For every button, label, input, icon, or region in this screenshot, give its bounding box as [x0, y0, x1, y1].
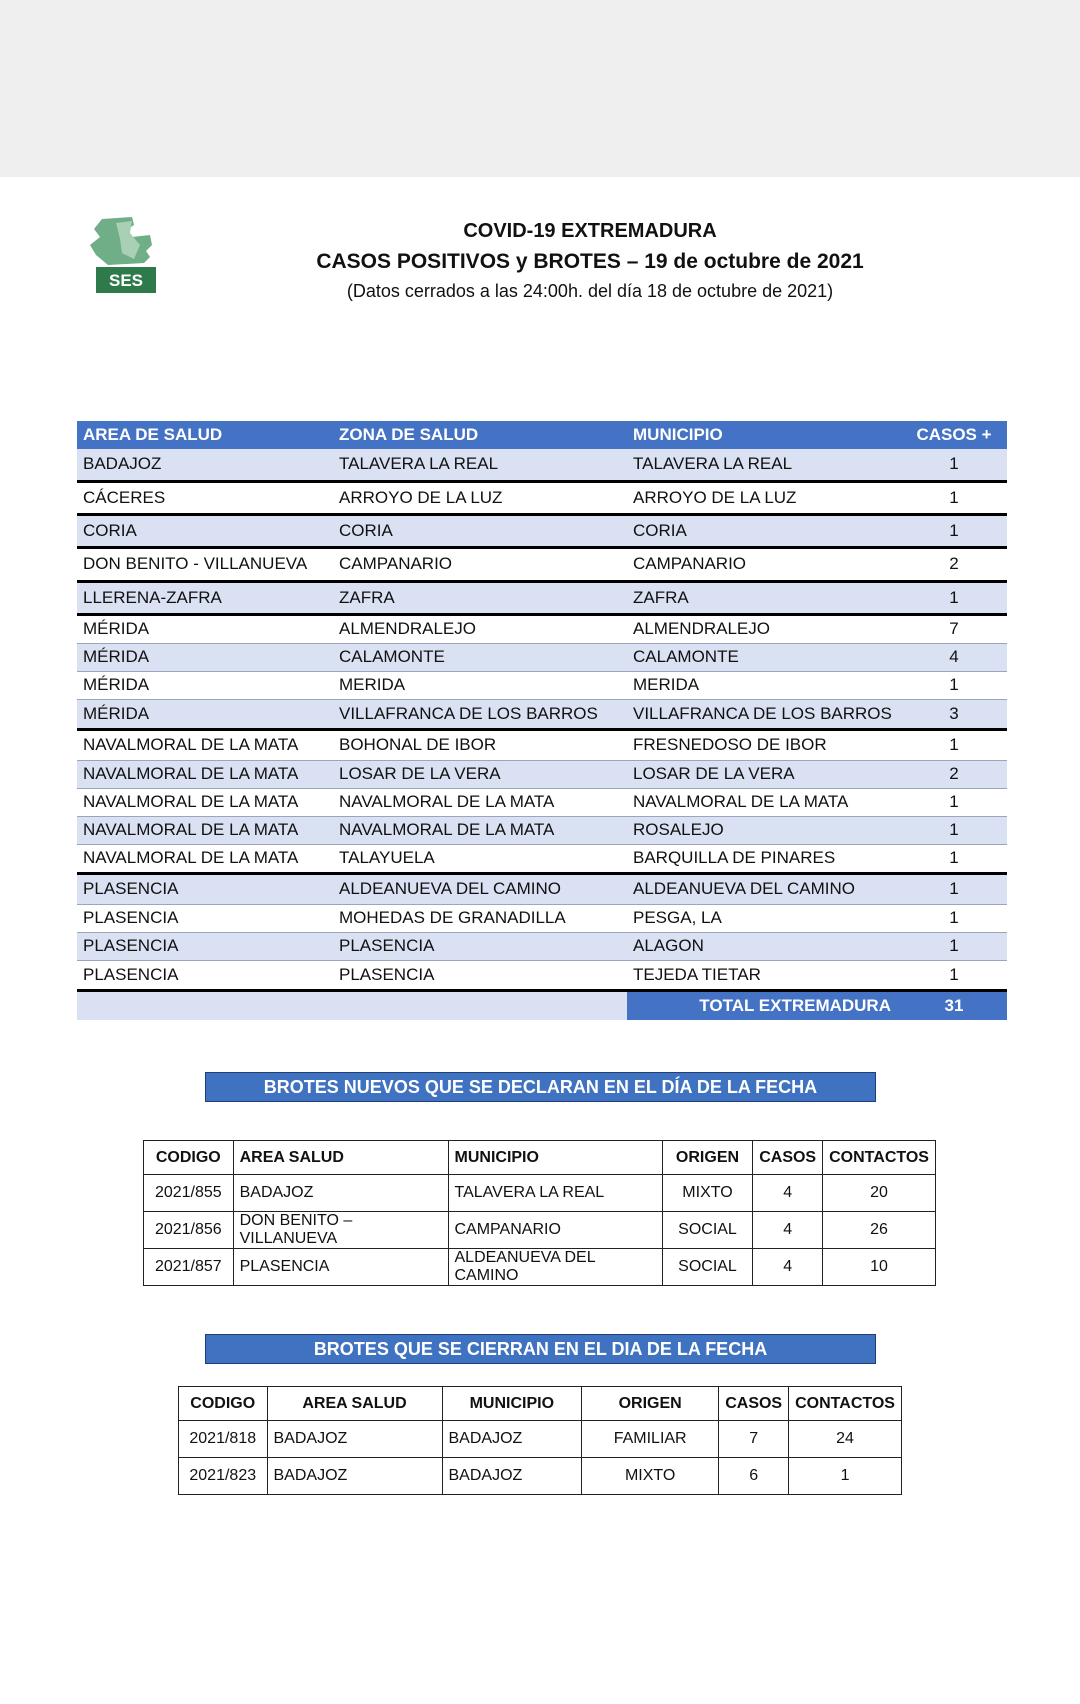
- cell-municipio: LOSAR DE LA VERA: [627, 760, 901, 788]
- table-row: [77, 844, 1007, 873]
- table-row: [77, 481, 1007, 514]
- cell-zona: CAMPANARIO: [333, 547, 627, 581]
- col-codigo: CODIGO: [179, 1387, 268, 1421]
- cell-area: BADAJOZ: [77, 449, 333, 481]
- cell-codigo: 2021/857: [144, 1249, 234, 1286]
- cell-municipio: CORIA: [627, 514, 901, 547]
- col-origen: ORIGEN: [662, 1141, 752, 1175]
- table-row: [77, 816, 1007, 844]
- cell-origen: FAMILIAR: [582, 1421, 719, 1458]
- cell-municipio: FRESNEDOSO DE IBOR: [627, 729, 901, 760]
- page-title: COVID-19 EXTREMADURA: [463, 220, 717, 242]
- cell-area: NAVALMORAL DE LA MATA: [77, 760, 333, 788]
- cell-municipio: ALAGON: [627, 932, 901, 960]
- table-row: [77, 873, 1007, 904]
- cell-municipio: BARQUILLA DE PINARES: [627, 844, 901, 873]
- cell-zona: ALDEANUEVA DEL CAMINO: [333, 873, 627, 904]
- data-note: (Datos cerrados a las 24:00h. del día 18 de octubre de 2021): [346, 281, 834, 301]
- cell-casos: 1: [901, 481, 1007, 514]
- brotes-cerrados-title: BROTES QUE SE CIERRAN EN EL DIA DE LA FECHA: [205, 1334, 876, 1364]
- cell-zona: ZAFRA: [333, 581, 627, 614]
- col-contactos: CONTACTOS: [789, 1387, 902, 1421]
- cell-municipio: ALMENDRALEJO: [627, 614, 901, 643]
- cell-zona: ALMENDRALEJO: [333, 614, 627, 643]
- cell-casos: 1: [901, 932, 1007, 960]
- cell-zona: CALAMONTE: [333, 643, 627, 671]
- cell-area: NAVALMORAL DE LA MATA: [77, 816, 333, 844]
- casos-header-row: [77, 421, 1007, 449]
- cell-casos: 1: [901, 581, 1007, 614]
- cell-area: PLASENCIA: [77, 873, 333, 904]
- table-row: [77, 643, 1007, 671]
- table-row: [77, 932, 1007, 960]
- cell-area: PLASENCIA: [233, 1249, 448, 1286]
- cell-contactos: 26: [823, 1212, 936, 1249]
- table-row: [77, 547, 1007, 581]
- cell-municipio: TALAVERA LA REAL: [627, 449, 901, 481]
- brotes-nuevos-header: [144, 1141, 936, 1175]
- cell-zona: BOHONAL DE IBOR: [333, 729, 627, 760]
- col-area: AREA SALUD: [267, 1387, 442, 1421]
- cell-casos: 1: [901, 904, 1007, 932]
- cell-casos: 1: [901, 729, 1007, 760]
- total-value: 31: [901, 990, 1007, 1020]
- brotes-nuevos-title: BROTES NUEVOS QUE SE DECLARAN EN EL DÍA DE LA FECHA: [205, 1072, 876, 1102]
- col-casos: CASOS: [719, 1387, 789, 1421]
- table-row: [77, 729, 1007, 760]
- cell-municipio: ZAFRA: [627, 581, 901, 614]
- cell-municipio: ARROYO DE LA LUZ: [627, 481, 901, 514]
- cell-municipio: VILLAFRANCA DE LOS BARROS: [627, 699, 901, 729]
- cell-municipio: CALAMONTE: [627, 643, 901, 671]
- cell-casos: 1: [901, 844, 1007, 873]
- cell-zona: TALAYUELA: [333, 844, 627, 873]
- cell-area: LLERENA-ZAFRA: [77, 581, 333, 614]
- total-label: TOTAL EXTREMADURA: [627, 990, 901, 1020]
- table-row: [77, 904, 1007, 932]
- table-row: [179, 1458, 902, 1495]
- col-casos: CASOS +: [901, 421, 1007, 449]
- cell-zona: NAVALMORAL DE LA MATA: [333, 816, 627, 844]
- logo-text: SES: [108, 271, 144, 290]
- table-row: [77, 449, 1007, 481]
- table-row: [77, 581, 1007, 614]
- cell-zona: VILLAFRANCA DE LOS BARROS: [333, 699, 627, 729]
- cell-casos: 1: [901, 514, 1007, 547]
- cell-zona: CORIA: [333, 514, 627, 547]
- col-zona: ZONA DE SALUD: [333, 421, 627, 449]
- cell-origen: MIXTO: [582, 1458, 719, 1495]
- top-gray-bar: [0, 0, 1080, 177]
- total-blank: [333, 990, 627, 1020]
- cell-area: PLASENCIA: [77, 960, 333, 990]
- cell-codigo: 2021/856: [144, 1212, 234, 1249]
- cell-origen: SOCIAL: [662, 1249, 752, 1286]
- cell-area: MÉRIDA: [77, 643, 333, 671]
- cell-area: DON BENITO - VILLANUEVA: [77, 547, 333, 581]
- cell-contactos: 1: [789, 1458, 902, 1495]
- cell-casos: 7: [719, 1421, 789, 1458]
- total-blank: [77, 990, 333, 1020]
- col-contactos: CONTACTOS: [823, 1141, 936, 1175]
- cell-municipio: ALDEANUEVA DEL CAMINO: [627, 873, 901, 904]
- cell-casos: 4: [753, 1249, 823, 1286]
- cell-zona: TALAVERA LA REAL: [333, 449, 627, 481]
- cell-contactos: 10: [823, 1249, 936, 1286]
- cell-casos: 1: [901, 671, 1007, 699]
- cell-area: CÁCERES: [77, 481, 333, 514]
- cell-area: NAVALMORAL DE LA MATA: [77, 844, 333, 873]
- cell-municipio: TEJEDA TIETAR: [627, 960, 901, 990]
- cell-casos: 2: [901, 760, 1007, 788]
- page-subtitle: CASOS POSITIVOS y BROTES – 19 de octubre de 2021: [316, 250, 864, 273]
- cell-municipio: BADAJOZ: [442, 1458, 582, 1495]
- cell-zona: PLASENCIA: [333, 960, 627, 990]
- cell-casos: 1: [901, 788, 1007, 816]
- cell-zona: LOSAR DE LA VERA: [333, 760, 627, 788]
- cell-casos: 4: [901, 643, 1007, 671]
- cell-casos: 3: [901, 699, 1007, 729]
- cell-zona: NAVALMORAL DE LA MATA: [333, 788, 627, 816]
- cell-zona: MOHEDAS DE GRANADILLA: [333, 904, 627, 932]
- cell-municipio: ALDEANUEVA DEL CAMINO: [448, 1249, 662, 1286]
- cell-area: BADAJOZ: [267, 1458, 442, 1495]
- cell-municipio: MERIDA: [627, 671, 901, 699]
- col-codigo: CODIGO: [144, 1141, 234, 1175]
- cell-origen: MIXTO: [662, 1175, 752, 1212]
- table-row: [144, 1175, 936, 1212]
- table-row: [77, 614, 1007, 643]
- cell-municipio: ROSALEJO: [627, 816, 901, 844]
- cell-codigo: 2021/823: [179, 1458, 268, 1495]
- cell-casos: 1: [901, 873, 1007, 904]
- casos-table: [77, 421, 1007, 1020]
- table-row: [77, 788, 1007, 816]
- table-row: [77, 671, 1007, 699]
- cell-area: BADAJOZ: [233, 1175, 448, 1212]
- cell-casos: 4: [753, 1175, 823, 1212]
- cell-casos: 4: [753, 1212, 823, 1249]
- table-row: [144, 1249, 936, 1286]
- ses-logo: [88, 215, 164, 297]
- cell-area: PLASENCIA: [77, 932, 333, 960]
- cell-casos: 1: [901, 960, 1007, 990]
- cell-area: NAVALMORAL DE LA MATA: [77, 788, 333, 816]
- cell-zona: MERIDA: [333, 671, 627, 699]
- cell-area: CORIA: [77, 514, 333, 547]
- col-municipio: MUNICIPIO: [448, 1141, 662, 1175]
- col-origen: ORIGEN: [582, 1387, 719, 1421]
- table-row: [77, 699, 1007, 729]
- cell-area: NAVALMORAL DE LA MATA: [77, 729, 333, 760]
- cell-area: PLASENCIA: [77, 904, 333, 932]
- table-row: [77, 960, 1007, 990]
- cell-area: DON BENITO – VILLANUEVA: [233, 1212, 448, 1249]
- cell-casos: 7: [901, 614, 1007, 643]
- cell-contactos: 24: [789, 1421, 902, 1458]
- cell-zona: ARROYO DE LA LUZ: [333, 481, 627, 514]
- col-area: AREA DE SALUD: [77, 421, 333, 449]
- cell-area: MÉRIDA: [77, 671, 333, 699]
- cell-zona: PLASENCIA: [333, 932, 627, 960]
- cell-casos: 2: [901, 547, 1007, 581]
- cell-municipio: CAMPANARIO: [627, 547, 901, 581]
- cell-municipio: TALAVERA LA REAL: [448, 1175, 662, 1212]
- brotes-cerrados-header: [179, 1387, 902, 1421]
- cell-casos: 6: [719, 1458, 789, 1495]
- brotes-nuevos-table: [143, 1140, 936, 1286]
- col-municipio: MUNICIPIO: [442, 1387, 582, 1421]
- cell-area: BADAJOZ: [267, 1421, 442, 1458]
- col-area: AREA SALUD: [233, 1141, 448, 1175]
- cell-municipio: BADAJOZ: [442, 1421, 582, 1458]
- cell-municipio: NAVALMORAL DE LA MATA: [627, 788, 901, 816]
- cell-area: MÉRIDA: [77, 699, 333, 729]
- table-row: [144, 1212, 936, 1249]
- table-row: [77, 514, 1007, 547]
- cell-contactos: 20: [823, 1175, 936, 1212]
- cell-codigo: 2021/855: [144, 1175, 234, 1212]
- table-row: [77, 760, 1007, 788]
- cell-origen: SOCIAL: [662, 1212, 752, 1249]
- cell-municipio: PESGA, LA: [627, 904, 901, 932]
- table-row: [179, 1421, 902, 1458]
- col-municipio: MUNICIPIO: [627, 421, 901, 449]
- brotes-cerrados-table: [178, 1386, 902, 1495]
- cell-casos: 1: [901, 816, 1007, 844]
- cell-casos: 1: [901, 449, 1007, 481]
- cell-municipio: CAMPANARIO: [448, 1212, 662, 1249]
- cell-codigo: 2021/818: [179, 1421, 268, 1458]
- col-casos: CASOS: [753, 1141, 823, 1175]
- cell-area: MÉRIDA: [77, 614, 333, 643]
- total-row: [77, 990, 1007, 1020]
